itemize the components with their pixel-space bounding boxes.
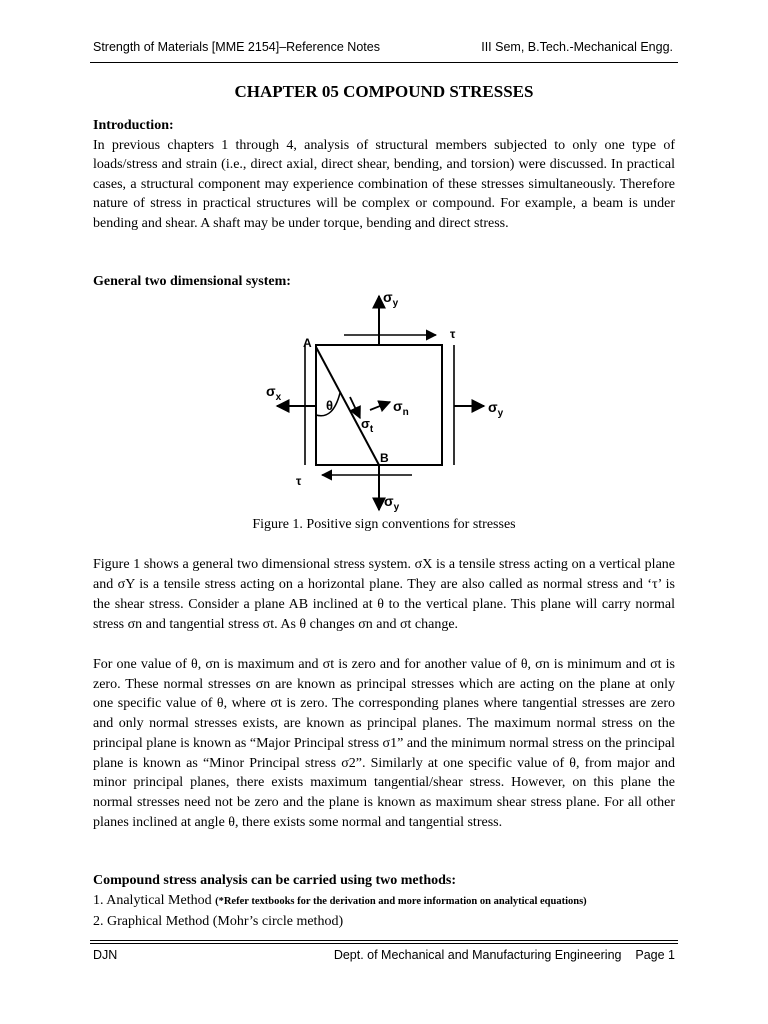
footer-rule-2 [90,943,678,944]
general-heading: General two dimensional system: [93,274,291,289]
figure-caption: Figure 1. Positive sign conventions for stresses [252,517,516,532]
intro-heading: Introduction: [93,118,174,133]
label-point-b: B [380,451,389,465]
label-sigma-t: $\sigma_t$ [361,416,374,435]
label-point-a: A [303,336,312,350]
stress-element-figure [250,286,520,514]
footer-left: DJN [93,948,118,962]
header-right: III Sem, B.Tech.-Mechanical Engg. [481,40,673,54]
method-1-note: (*Refer textbooks for the derivation and more information on analytical equations) [215,896,587,907]
label-sigma-n: $\sigma_n$ [393,398,409,418]
footer-right: Dept. of Mechanical and Manufacturing Engineering Page 1 [333,948,675,962]
label-sigma-y-top: $\sigma_y$ [383,289,399,309]
methods-section [93,871,675,932]
paragraph-1: Figure 1 shows a general two dimensional stress system. σX is a tensile stress acting on a vertical plane and σY is a tensile stress acting on a horizontal plane. They are also called as normal stress and ‘τ’ is the shear stress. Consider a plane AB inclined at θ to the vertical plane. This plane will carry normal stress σn and tangential stress σt. As θ changes σn and σt change. [93,557,675,632]
footer-rule-1 [90,940,678,941]
page-footer [93,948,675,962]
methods-heading: Compound stress analysis can be carried using two methods: [93,873,456,888]
label-sigma-y-right: $\sigma_y$ [488,399,504,419]
label-theta: θ [326,398,334,413]
sigma-n-arrow [370,402,390,410]
label-tau-top: τ [450,327,456,341]
header-rule [90,62,678,63]
page-header [93,40,673,54]
intro-text: In previous chapters 1 through 4, analysis of structural members subjected to only one type of loads/stress and strain (i.e., direct axial, direct shear, bending, and torsion) were discussed. In practical cases, a structural component may experience combination of these stresses simultaneously. Therefore nature of stress in practical structures will be complex or compound. For example, a beam is under bending and shear. A shaft may be under torque, bending and direct stress. [93,137,675,231]
header-left: Strength of Materials [MME 2154]–Reference Notes [93,40,380,54]
label-tau-bottom: τ [296,474,302,488]
intro-section [93,116,675,234]
method-2: 2. Graphical Method (Mohr’s circle method) [93,914,344,929]
paragraph-2: For one value of θ, σn is maximum and σt is zero and for another value of θ, σn is minimum and σt is zero. These normal stresses σn are known as principal stresses which are acting on the plane at only one specific value of θ, where σt is zero. The corresponding planes where tangential stresses are zero and only normal stresses exists, are known as principal planes. The maximum normal stress on the principal plane is known as “Major Principal stress σ1” and the minimum normal stress on the principal plane is known as “Minor Principal stress σ2”. Similarly at one specific value of θ, from major and minor principal planes, there exists maximum tangential/shear stress. However, on this plane the normal stresses need not be zero and the plane is known as maximum shear stress plane. For all other planes inclined at angle θ, there exists some normal and tangential stress. [93,657,675,830]
method-1 [93,891,675,912]
label-sigma-x: $\sigma_x$ [266,383,282,403]
chapter-title: CHAPTER 05 COMPOUND STRESSES [234,82,534,101]
label-sigma-y-bottom: $\sigma_y$ [384,493,400,513]
method-1-label: 1. Analytical Method [93,893,212,908]
